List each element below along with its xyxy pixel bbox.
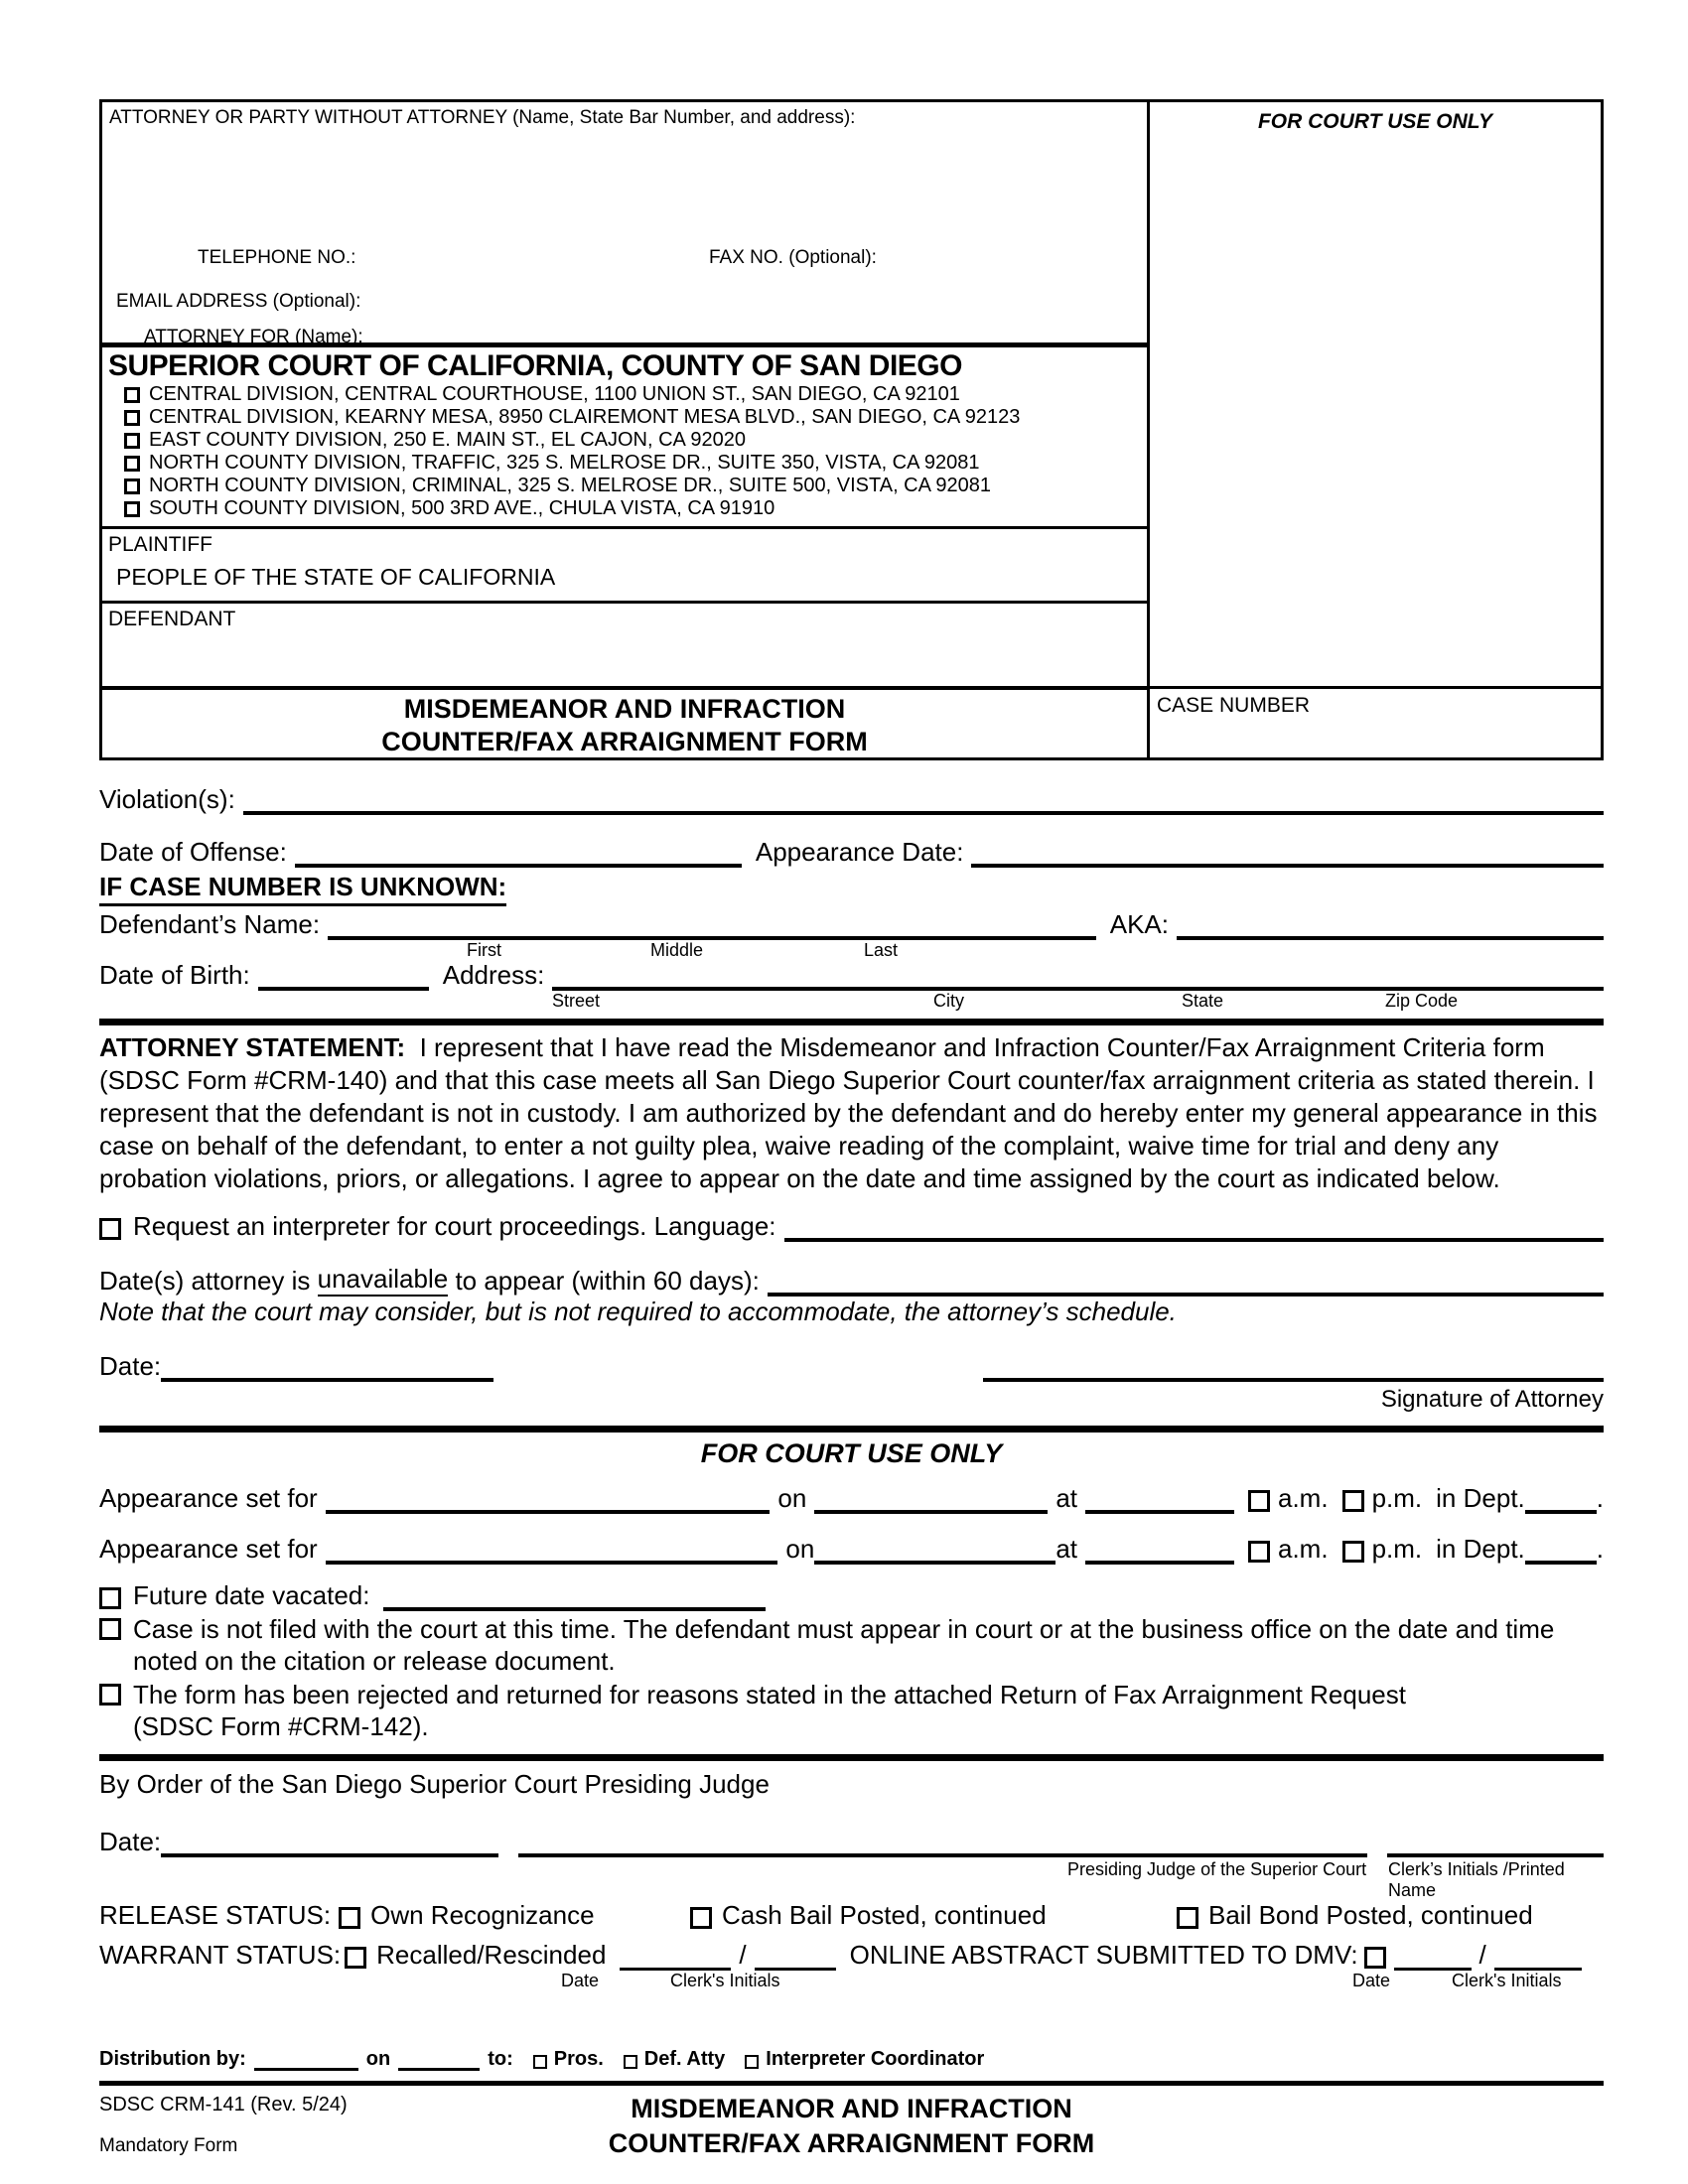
unavailable-dates-row: [99, 1264, 1604, 1297]
last-sublabel: Last: [864, 940, 899, 960]
attorney-statement: [99, 1031, 1604, 1195]
interpreter-language-blank[interactable]: [784, 1214, 1604, 1242]
not-filed-row: [99, 1613, 1604, 1677]
presiding-judge-signature-blank[interactable]: [518, 1830, 1367, 1857]
address-blank[interactable]: [552, 963, 1604, 991]
pm-checkbox-2[interactable]: [1342, 1541, 1364, 1563]
aka-label: AKA:: [1109, 909, 1169, 939]
release-status-label: RELEASE STATUS:: [99, 1900, 332, 1930]
recalled-label: Recalled/Rescinded: [376, 1940, 607, 1970]
attorney-date-signature-row: [99, 1351, 1604, 1382]
division-checkbox-north-county-traffic[interactable]: [124, 456, 140, 472]
bail-bond-label: Bail Bond Posted, continued: [1208, 1900, 1533, 1930]
appearance-row-2: [99, 1534, 1604, 1565]
schedule-note: Note that the court may consider, but is not required to accommodate, the attorney’s schedule.: [99, 1297, 1177, 1326]
clerk-initials-sublabel: Clerk's Initials: [670, 1971, 780, 1990]
cash-bail-label: Cash Bail Posted, continued: [722, 1900, 1047, 1930]
for-court-use-only-box: [1150, 102, 1601, 686]
clerk-initials-sublabel: Clerk's Initials: [1452, 1971, 1562, 1990]
offense-date-row: [99, 837, 1604, 868]
defendant-name-row: [99, 909, 1604, 940]
telephone-label: TELEPHONE NO.:: [198, 247, 356, 268]
appearance-date-label: Appearance Date:: [755, 837, 964, 867]
unknown-case-heading: IF CASE NUMBER IS UNKNOWN:: [99, 872, 506, 906]
email-label: EMAIL ADDRESS (Optional):: [116, 291, 361, 312]
attorney-for-label: ATTORNEY FOR (Name):: [144, 327, 363, 347]
attorney-statement-text: I represent that I have read the Misdemeanor and Infraction Counter/Fax Arraignment Criteria form (SDSC Form #CRM-140) and that this case meets all San Diego Superior Court counter/fax arraignment criteria as stated therein. I represent that the defendant is not in custody. I am authorized by the defendant and do hereby enter my general appearance in this case on behalf of the defendant, to enter a not guilty plea, waive reading of the complaint, waive time for trial and deny any probation violations, priors, or allegations. I agree to appear on the date and time assigned by the court as indicated below.: [99, 1032, 1598, 1193]
division-row: [108, 383, 1143, 406]
form-number: SDSC CRM-141 (Rev. 5/24): [99, 2094, 348, 2116]
plaintiff-value: PEOPLE OF THE STATE OF CALIFORNIA: [116, 564, 556, 590]
appearance-date-blank-1[interactable]: [814, 1486, 1048, 1514]
distribution-def-atty-checkbox[interactable]: [624, 2055, 637, 2069]
interpreter-checkbox[interactable]: [99, 1218, 121, 1240]
distribution-on-label: on: [365, 2048, 391, 2070]
form-title-line2: COUNTER/FAX ARRAIGNMENT FORM: [381, 727, 868, 756]
appearance-time-blank-2[interactable]: [1085, 1537, 1234, 1565]
division-label: NORTH COUNTY DIVISION, CRIMINAL, 325 S. MELROSE DR., SUITE 500, VISTA, CA 92081: [149, 475, 992, 496]
cash-bail-checkbox[interactable]: [690, 1907, 712, 1929]
city-sublabel: City: [933, 991, 964, 1011]
date-sublabel: Date: [1352, 1971, 1391, 1990]
division-row: [108, 475, 1143, 497]
attorney-date-label: Date:: [99, 1351, 162, 1381]
dmv-date-blank[interactable]: [1394, 1943, 1472, 1971]
footer: [99, 2092, 1604, 2171]
judge-sublabels: [99, 1857, 1604, 1900]
future-date-row: [99, 1580, 1604, 1611]
warrant-sublabels: [99, 1971, 1604, 1990]
attorney-statement-heading: ATTORNEY STATEMENT:: [99, 1032, 406, 1062]
slash: /: [1478, 1940, 1486, 1970]
aka-blank[interactable]: [1177, 912, 1604, 940]
rejected-checkbox[interactable]: [99, 1684, 121, 1706]
section-divider: [99, 1426, 1604, 1433]
presiding-judge-label: Presiding Judge of the Superior Court: [1067, 1859, 1367, 1879]
mandatory-form-label: Mandatory Form: [99, 2135, 238, 2156]
section-divider: [99, 1019, 1604, 1025]
dmv-clerk-blank[interactable]: [1494, 1943, 1582, 1971]
defendant-label: DEFENDANT: [108, 608, 236, 630]
case-number-cell[interactable]: [1150, 686, 1601, 757]
dept-blank-2[interactable]: [1525, 1537, 1597, 1565]
on-label: on: [777, 1483, 807, 1513]
plaintiff-cell: [102, 526, 1147, 601]
online-abstract-label: ONLINE ABSTRACT SUBMITTED TO DMV:: [849, 1940, 1358, 1970]
distribution-on-blank[interactable]: [398, 2051, 480, 2071]
bail-bond-checkbox[interactable]: [1177, 1907, 1198, 1929]
appearance-time-blank-1[interactable]: [1085, 1486, 1234, 1514]
release-status-row: [99, 1897, 1604, 1931]
am-label: a.m.: [1278, 1483, 1329, 1513]
dept-period: .: [1596, 1483, 1604, 1513]
not-filed-checkbox[interactable]: [99, 1618, 121, 1640]
rejected-row: [99, 1679, 1604, 1742]
appearance-set-label: Appearance set for: [99, 1483, 318, 1513]
attorney-info-cell[interactable]: [102, 102, 1147, 347]
appearance-row-1: [99, 1483, 1604, 1514]
name-sublabels: [99, 940, 1604, 960]
own-recognizance-label: Own Recognizance: [370, 1900, 595, 1930]
future-date-label: Future date vacated:: [133, 1580, 370, 1610]
distribution-def-atty-label: Def. Atty: [643, 2048, 726, 2070]
division-label: CENTRAL DIVISION, KEARNY MESA, 8950 CLAIREMONT MESA BLVD., SAN DIEGO, CA 92123: [149, 406, 1021, 428]
header-right-column: [1147, 102, 1601, 757]
distribution-pros-checkbox[interactable]: [533, 2055, 547, 2069]
appearance-date-blank[interactable]: [971, 840, 1604, 868]
dob-label: Date of Birth:: [99, 960, 250, 990]
court-use-heading: FOR COURT USE ONLY: [700, 1438, 1003, 1468]
attorney-date-blank[interactable]: [161, 1354, 493, 1382]
distribution-row: [99, 2048, 1604, 2071]
division-checkbox-central-courthouse[interactable]: [124, 387, 140, 403]
court-name-cell: [102, 342, 1147, 526]
dept-label: in Dept.: [1436, 1483, 1525, 1513]
fax-label: FAX NO. (Optional):: [709, 247, 877, 268]
appearance-set-label: Appearance set for: [99, 1534, 318, 1564]
header-left-column: [102, 102, 1147, 757]
am-checkbox-2[interactable]: [1248, 1541, 1270, 1563]
division-row: [108, 452, 1143, 475]
am-checkbox-1[interactable]: [1248, 1490, 1270, 1512]
footer-rule: [99, 2081, 1604, 2086]
unknown-case-heading-row: [99, 872, 1604, 907]
warrant-clerk-blank[interactable]: [755, 1943, 836, 1971]
by-order-text: By Order of the San Diego Superior Court Presiding Judge: [99, 1769, 770, 1799]
violations-blank[interactable]: [243, 787, 1604, 815]
dept-label: in Dept.: [1436, 1534, 1525, 1564]
plaintiff-label: PLAINTIFF: [108, 533, 213, 556]
case-number-label: CASE NUMBER: [1157, 694, 1311, 717]
attorney-signature-blank[interactable]: [983, 1354, 1604, 1382]
division-checkbox-north-county-criminal[interactable]: [124, 478, 140, 494]
date-of-offense-label: Date of Offense:: [99, 837, 287, 867]
judge-date-row: [99, 1827, 1604, 1857]
future-date-blank[interactable]: [383, 1583, 766, 1611]
violations-row: [99, 784, 1604, 815]
appearance-type-blank-2[interactable]: [326, 1537, 778, 1565]
pm-checkbox-1[interactable]: [1342, 1490, 1364, 1512]
unavailable-word: unavailable: [318, 1264, 449, 1297]
middle-sublabel: Middle: [650, 940, 704, 960]
address-label: Address:: [442, 960, 545, 990]
clerk-initials-blank[interactable]: [1387, 1830, 1604, 1857]
violations-label: Violation(s):: [99, 784, 235, 814]
date-of-offense-blank[interactable]: [295, 840, 742, 868]
for-court-use-only-label: FOR COURT USE ONLY: [1257, 110, 1493, 133]
slash: /: [739, 1940, 747, 1970]
division-row: [108, 497, 1143, 520]
distribution-pros-label: Pros.: [553, 2048, 604, 2070]
form-title-line1: MISDEMEANOR AND INFRACTION: [403, 694, 846, 724]
warrant-date-blank[interactable]: [620, 1943, 731, 1971]
zip-sublabel: Zip Code: [1385, 991, 1459, 1011]
unavailable-suffix: to appear (within 60 days):: [455, 1266, 760, 1296]
form-title-cell: [102, 686, 1147, 757]
dept-blank-1[interactable]: [1525, 1486, 1597, 1514]
appearance-date-blank-2[interactable]: [814, 1537, 1055, 1565]
warrant-status-label: WARRANT STATUS:: [99, 1940, 342, 1970]
division-label: NORTH COUNTY DIVISION, TRAFFIC, 325 S. MELROSE DR., SUITE 350, VISTA, CA 92081: [149, 452, 980, 474]
first-sublabel: First: [467, 940, 501, 960]
division-checkbox-east-county[interactable]: [124, 433, 140, 449]
defendant-name-label: Defendant’s Name:: [99, 909, 321, 939]
not-filed-text: Case is not filed with the court at this time. The defendant must appear in court or at the business office on the date and time noted on the citation or release document.: [133, 1614, 1555, 1676]
division-row: [108, 406, 1143, 429]
unavailable-prefix: Date(s) attorney is: [99, 1266, 311, 1296]
address-sublabels: [99, 991, 1604, 1011]
recalled-checkbox[interactable]: [345, 1947, 366, 1969]
clerk-printed-name-label: Clerk’s Initials /Printed Name: [1388, 1859, 1565, 1900]
am-label: a.m.: [1278, 1534, 1329, 1564]
pm-label: p.m.: [1371, 1534, 1423, 1564]
defendant-cell[interactable]: [102, 601, 1147, 686]
future-date-checkbox[interactable]: [99, 1587, 121, 1609]
interpreter-label: Request an interpreter for court proceedings. Language:: [133, 1211, 776, 1241]
appearance-type-blank-1[interactable]: [326, 1486, 771, 1514]
footer-title-line1: MISDEMEANOR AND INFRACTION: [631, 2094, 1072, 2123]
defendant-name-blank[interactable]: [328, 912, 1096, 940]
judge-date-blank[interactable]: [161, 1830, 498, 1857]
distribution-by-blank[interactable]: [254, 2051, 358, 2071]
division-checkbox-south-county[interactable]: [124, 501, 140, 517]
attorney-box-label: ATTORNEY OR PARTY WITHOUT ATTORNEY (Name, State Bar Number, and address):: [109, 107, 856, 128]
rejected-text: The form has been rejected and returned for reasons stated in the attached Return of Fax Arraignment Request (SDSC Form #CRM-142).: [133, 1680, 1406, 1741]
interpreter-row: [99, 1211, 1604, 1242]
on-label: on: [785, 1534, 815, 1564]
judge-date-label: Date:: [99, 1827, 162, 1856]
division-row: [108, 429, 1143, 452]
state-sublabel: State: [1182, 991, 1224, 1011]
distribution-to-label: to:: [488, 2048, 513, 2070]
dept-period: .: [1596, 1534, 1604, 1564]
section-divider: [99, 1754, 1604, 1761]
distribution-interpreter-label: Interpreter Coordinator: [766, 2048, 985, 2070]
dob-address-row: [99, 960, 1604, 991]
at-label: at: [1055, 1483, 1077, 1513]
dmv-checkbox[interactable]: [1364, 1947, 1386, 1969]
dob-blank[interactable]: [258, 963, 429, 991]
distribution-label: Distribution by:: [99, 2048, 246, 2070]
warrant-status-row: [99, 1935, 1604, 1971]
signature-of-attorney-label: Signature of Attorney: [1380, 1386, 1604, 1413]
date-sublabel: Date: [561, 1971, 600, 1990]
division-label: EAST COUNTY DIVISION, 250 E. MAIN ST., EL CAJON, CA 92020: [149, 429, 746, 451]
street-sublabel: Street: [552, 991, 601, 1011]
pm-label: p.m.: [1371, 1483, 1423, 1513]
division-label: CENTRAL DIVISION, CENTRAL COURTHOUSE, 1100 UNION ST., SAN DIEGO, CA 92101: [149, 383, 960, 405]
division-label: SOUTH COUNTY DIVISION, 500 3RD AVE., CHULA VISTA, CA 91910: [149, 497, 775, 519]
distribution-interpreter-checkbox[interactable]: [745, 2055, 759, 2069]
footer-title-line2: COUNTER/FAX ARRAIGNMENT FORM: [608, 2128, 1095, 2158]
form-header: [99, 99, 1604, 760]
court-name: SUPERIOR COURT OF CALIFORNIA, COUNTY OF SAN DIEGO: [108, 349, 962, 382]
own-recognizance-checkbox[interactable]: [339, 1907, 360, 1929]
division-checkbox-kearny-mesa[interactable]: [124, 410, 140, 426]
unavailable-dates-blank[interactable]: [768, 1269, 1604, 1297]
at-label: at: [1055, 1534, 1077, 1564]
